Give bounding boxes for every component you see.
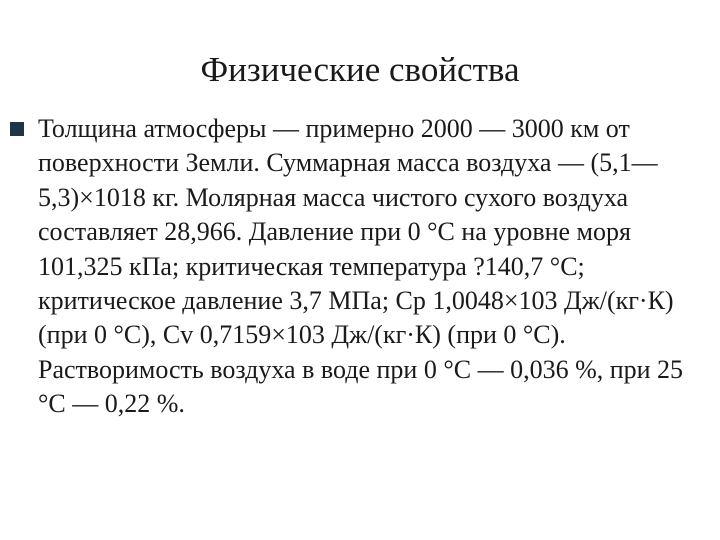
- bullet-text: Толщина атмосферы — примерно 2000 — 3000 км от поверхности Земли. Суммарная масса воздуха — (5,1—5,3)×1018 кг. Молярная масса чистого сухого воздуха составляет 28,966. Давление при 0 °C на уровне моря 101,325 кПа; критическая температура ?140,7 °C; критическое давление 3,7 МПа; Cp 1,0048×103 Дж/(кг·К)(при 0 °C), Cv 0,7159×103 Дж/(кг·К) (при 0 °C). Растворимость воздуха в воде при 0 °C — 0,036 %, при 25 °C — 0,22 %.: [38, 114, 684, 419]
- bullet-item: [10, 112, 702, 422]
- slide-title: Физические свойства: [200, 50, 520, 89]
- square-bullet-icon: [10, 122, 24, 136]
